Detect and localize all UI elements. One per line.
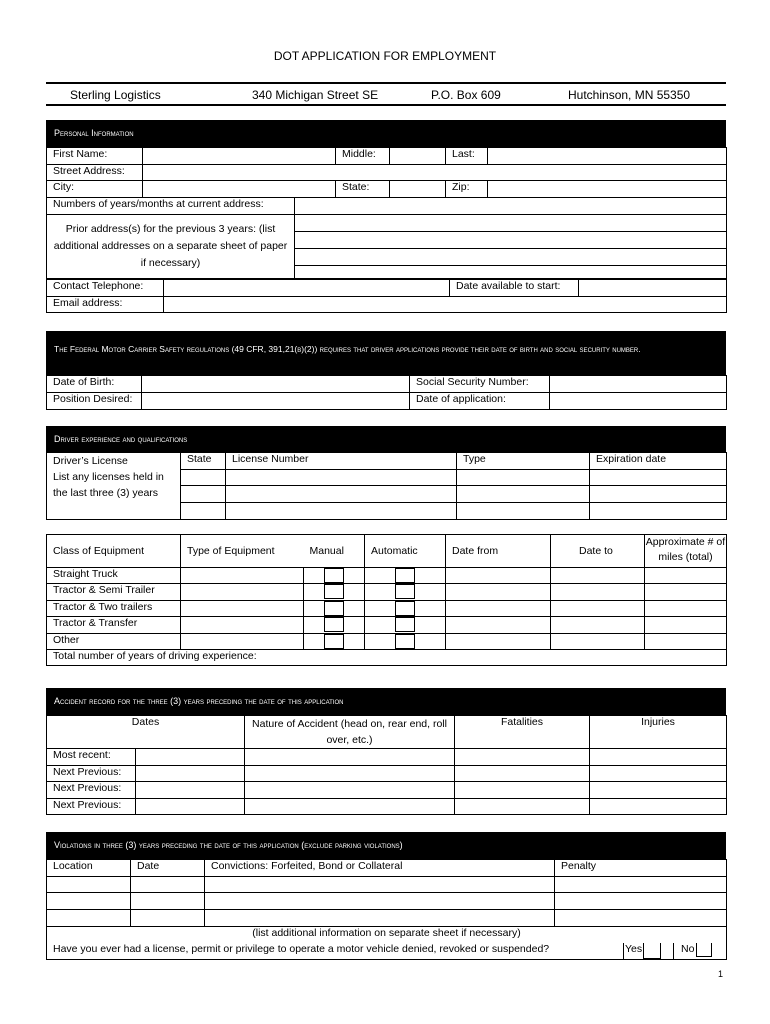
- license-denied-question: Have you ever had a license, permit or privilege to operate a motor vehicle denied, revoked or suspended?: [53, 942, 550, 955]
- eq-header-type: Type of Equipment: [181, 535, 304, 568]
- equipment-cell[interactable]: [181, 633, 304, 649]
- accident-cell[interactable]: [590, 765, 727, 782]
- violation-header-penalty: Penalty: [555, 860, 727, 877]
- equipment-cell[interactable]: [645, 568, 727, 584]
- license-cell[interactable]: [181, 486, 226, 503]
- violation-cell[interactable]: [555, 910, 727, 927]
- page-title: DOT APPLICATION FOR EMPLOYMENT: [273, 49, 497, 63]
- equipment-row: [47, 568, 727, 584]
- accident-table: [46, 715, 727, 815]
- federal-table: [46, 375, 727, 410]
- accident-row: [47, 782, 727, 799]
- accident-row-label: Most recent:: [47, 749, 136, 766]
- license-table: [46, 452, 727, 520]
- manual-checkbox[interactable]: [324, 634, 344, 649]
- date-app-label: Date of application:: [410, 393, 550, 410]
- date-app-field[interactable]: [550, 393, 727, 410]
- violation-cell[interactable]: [47, 893, 131, 910]
- violation-cell[interactable]: [47, 877, 131, 893]
- city-label: City:: [47, 181, 143, 198]
- first-name-field[interactable]: [143, 148, 336, 165]
- license-header-type: Type: [457, 453, 590, 470]
- license-cell[interactable]: [457, 470, 590, 486]
- state-label: State:: [336, 181, 390, 198]
- manual-checkbox[interactable]: [324, 568, 344, 583]
- license-header-number: License Number: [226, 453, 457, 470]
- accident-cell[interactable]: [455, 782, 590, 799]
- violation-cell[interactable]: [131, 910, 205, 927]
- middle-label: Middle:: [336, 148, 390, 165]
- manual-cell[interactable]: [304, 617, 365, 633]
- telephone-field[interactable]: [164, 280, 450, 297]
- accident-row: [47, 798, 727, 815]
- yes-label: Yes: [625, 942, 643, 955]
- ssn-field[interactable]: [550, 376, 727, 393]
- accident-cell[interactable]: [245, 798, 455, 815]
- equipment-cell[interactable]: [181, 568, 304, 584]
- equipment-class-label: Straight Truck: [47, 568, 181, 584]
- accident-cell[interactable]: [590, 749, 727, 766]
- equipment-cell[interactable]: [551, 600, 645, 616]
- violation-header-date: Date: [131, 860, 205, 877]
- city-field[interactable]: [143, 181, 336, 198]
- violation-header-convictions: Convictions: Forfeited, Bond or Collateral: [205, 860, 555, 877]
- email-label: Email address:: [47, 297, 164, 313]
- telephone-label: Contact Telephone:: [47, 280, 164, 297]
- middle-field[interactable]: [390, 148, 446, 165]
- license-cell[interactable]: [226, 503, 457, 520]
- accident-row-label: Next Previous:: [47, 782, 136, 799]
- company-street: 340 Michigan Street SE: [252, 88, 379, 102]
- violation-cell[interactable]: [205, 877, 555, 893]
- license-cell[interactable]: [590, 503, 727, 520]
- total-years-label: Total number of years of driving experience:: [47, 649, 727, 665]
- company-city: Hutchinson, MN 55350: [568, 88, 691, 102]
- section-header-violations: Violations in three (3) years preceding the date of this application (exclude parking violations): [46, 832, 726, 859]
- dob-field[interactable]: [142, 376, 410, 393]
- company-header: [46, 82, 726, 106]
- equipment-cell[interactable]: [446, 584, 551, 600]
- accident-cell[interactable]: [455, 749, 590, 766]
- first-name-label: First Name:: [47, 148, 143, 165]
- prior-address-label: Prior address(s) for the previous 3 years: (list additional addresses on a separate sheet of paper if necessary): [47, 215, 295, 279]
- manual-checkbox[interactable]: [324, 601, 344, 616]
- position-field[interactable]: [142, 393, 410, 410]
- automatic-cell[interactable]: [365, 633, 446, 649]
- accident-cell[interactable]: [590, 782, 727, 799]
- license-header-expiration: Expiration date: [590, 453, 727, 470]
- equipment-cell[interactable]: [551, 584, 645, 600]
- violations-table: [46, 859, 727, 960]
- manual-cell[interactable]: [304, 568, 365, 584]
- equipment-class-label: Tractor & Semi Trailer: [47, 584, 181, 600]
- accident-cell[interactable]: [136, 798, 245, 815]
- automatic-checkbox[interactable]: [395, 568, 415, 583]
- violation-cell[interactable]: [205, 910, 555, 927]
- accident-row: [47, 765, 727, 782]
- accident-cell[interactable]: [455, 765, 590, 782]
- equipment-cell[interactable]: [645, 600, 727, 616]
- manual-cell[interactable]: [304, 584, 365, 600]
- violation-cell[interactable]: [555, 893, 727, 910]
- zip-field[interactable]: [488, 181, 727, 198]
- equipment-cell[interactable]: [446, 633, 551, 649]
- street-label: Street Address:: [47, 165, 143, 181]
- automatic-checkbox[interactable]: [395, 584, 415, 599]
- automatic-checkbox[interactable]: [395, 634, 415, 649]
- accident-row-label: Next Previous:: [47, 765, 136, 782]
- accident-cell[interactable]: [245, 765, 455, 782]
- equipment-row: [47, 600, 727, 616]
- manual-checkbox[interactable]: [324, 617, 344, 632]
- equipment-cell[interactable]: [645, 617, 727, 633]
- automatic-cell[interactable]: [365, 600, 446, 616]
- ssn-label: Social Security Number:: [410, 376, 550, 393]
- violation-cell[interactable]: [131, 893, 205, 910]
- automatic-checkbox[interactable]: [395, 617, 415, 632]
- eq-header-date-from: Date from: [446, 535, 551, 568]
- equipment-cell[interactable]: [446, 617, 551, 633]
- yes-checkbox[interactable]: [643, 943, 661, 959]
- equipment-cell[interactable]: [181, 617, 304, 633]
- equipment-cell[interactable]: [551, 633, 645, 649]
- violation-note: (list additional information on separate sheet if necessary): [47, 927, 727, 943]
- section-header-accident: Accident record for the three (3) years preceding the date of this application: [46, 688, 726, 715]
- license-cell[interactable]: [457, 486, 590, 503]
- zip-label: Zip:: [446, 181, 488, 198]
- license-cell[interactable]: [181, 503, 226, 520]
- violation-header-location: Location: [47, 860, 131, 877]
- last-label: Last:: [446, 148, 488, 165]
- email-field[interactable]: [164, 297, 727, 313]
- date-available-label: Date available to start:: [450, 280, 579, 297]
- license-cell[interactable]: [226, 470, 457, 486]
- license-header-state: State: [181, 453, 226, 470]
- accident-header-injuries: Injuries: [590, 716, 727, 749]
- street-field[interactable]: [143, 165, 727, 181]
- years-at-address-field[interactable]: [295, 198, 727, 215]
- equipment-table: [46, 534, 727, 666]
- section-header-federal: The Federal Motor Carrier Safety regulations (49 CFR, 391,21(b)(2)) requires that driver applications provide their date of birth and social security number.: [46, 331, 726, 375]
- equipment-cell[interactable]: [446, 600, 551, 616]
- accident-cell[interactable]: [455, 798, 590, 815]
- equipment-cell[interactable]: [551, 617, 645, 633]
- address-history-table: [46, 197, 727, 279]
- violation-cell[interactable]: [47, 910, 131, 927]
- violation-cell[interactable]: [205, 893, 555, 910]
- automatic-cell[interactable]: [365, 568, 446, 584]
- accident-row-label: Next Previous:: [47, 798, 136, 815]
- company-pobox: P.O. Box 609: [431, 88, 501, 102]
- accident-cell[interactable]: [136, 749, 245, 766]
- prior-address-fields[interactable]: [295, 215, 727, 279]
- violation-cell[interactable]: [555, 877, 727, 893]
- company-name: Sterling Logistics: [70, 88, 161, 102]
- automatic-cell[interactable]: [365, 617, 446, 633]
- equipment-row: [47, 633, 727, 649]
- eq-header-class: Class of Equipment: [47, 535, 181, 568]
- accident-cell[interactable]: [136, 765, 245, 782]
- accident-cell[interactable]: [245, 782, 455, 799]
- accident-row: [47, 749, 727, 766]
- no-label: No: [681, 942, 695, 955]
- accident-header-dates: Dates: [47, 716, 245, 749]
- manual-cell[interactable]: [304, 600, 365, 616]
- license-cell[interactable]: [590, 470, 727, 486]
- page-number: 1: [717, 969, 723, 979]
- license-denied-row: [47, 943, 727, 960]
- equipment-cell[interactable]: [645, 633, 727, 649]
- license-label: Driver’s License List any licenses held in the last three (3) years: [47, 453, 181, 520]
- eq-header-miles: Approximate # of miles (total): [645, 535, 727, 568]
- date-available-field[interactable]: [579, 280, 727, 297]
- contact-table: [46, 279, 727, 313]
- eq-header-date-to: Date to: [551, 535, 645, 568]
- accident-header-nature: Nature of Accident (head on, rear end, roll over, etc.): [245, 716, 455, 749]
- manual-checkbox[interactable]: [324, 584, 344, 599]
- eq-header-manual: Manual: [304, 535, 365, 568]
- license-cell[interactable]: [457, 503, 590, 520]
- state-field[interactable]: [390, 181, 446, 198]
- accident-cell[interactable]: [590, 798, 727, 815]
- license-cell[interactable]: [226, 486, 457, 503]
- equipment-cell[interactable]: [551, 568, 645, 584]
- section-header-personal: Personal Information: [46, 120, 726, 147]
- eq-header-automatic: Automatic: [365, 535, 446, 568]
- equipment-row: [47, 584, 727, 600]
- equipment-class-label: Other: [47, 633, 181, 649]
- last-field[interactable]: [488, 148, 727, 165]
- automatic-cell[interactable]: [365, 584, 446, 600]
- manual-cell[interactable]: [304, 633, 365, 649]
- accident-cell[interactable]: [136, 782, 245, 799]
- section-header-experience: Driver experience and qualifications: [46, 426, 726, 452]
- equipment-row: [47, 617, 727, 633]
- years-at-address-label: Numbers of years/months at current address:: [47, 198, 295, 215]
- equipment-cell[interactable]: [446, 568, 551, 584]
- equipment-cell[interactable]: [181, 584, 304, 600]
- position-label: Position Desired:: [47, 393, 142, 410]
- equipment-cell[interactable]: [181, 600, 304, 616]
- violation-cell[interactable]: [131, 877, 205, 893]
- license-cell[interactable]: [181, 470, 226, 486]
- accident-header-fatalities: Fatalities: [455, 716, 590, 749]
- equipment-cell[interactable]: [645, 584, 727, 600]
- equipment-class-label: Tractor & Transfer: [47, 617, 181, 633]
- equipment-class-label: Tractor & Two trailers: [47, 600, 181, 616]
- license-cell[interactable]: [590, 486, 727, 503]
- personal-info-table: [46, 147, 727, 198]
- automatic-checkbox[interactable]: [395, 601, 415, 616]
- accident-cell[interactable]: [245, 749, 455, 766]
- no-checkbox[interactable]: [696, 943, 712, 957]
- dob-label: Date of Birth:: [47, 376, 142, 393]
